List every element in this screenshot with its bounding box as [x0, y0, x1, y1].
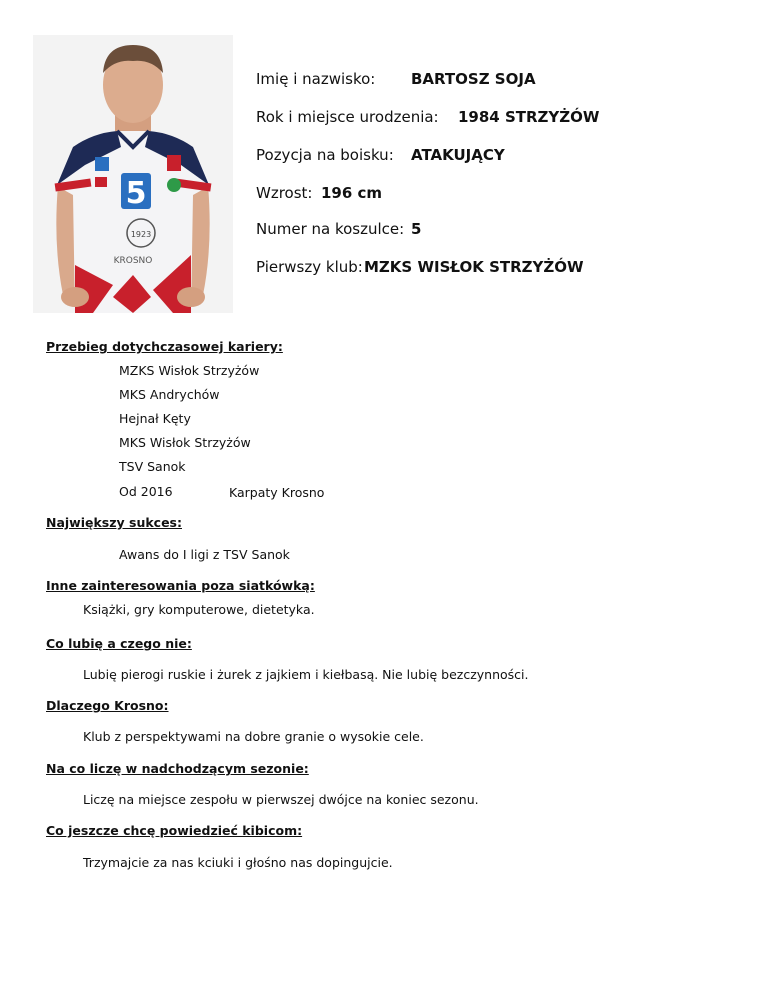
career-current-period: Od 2016	[119, 484, 173, 499]
success-text: Awans do I ligi z TSV Sanok	[119, 547, 290, 562]
career-current-club: Karpaty Krosno	[229, 485, 325, 500]
why-krosno-heading: Dlaczego Krosno:	[46, 698, 169, 713]
position-label: Pozycja na boisku:	[256, 146, 394, 164]
height-value: 196 cm	[321, 184, 383, 202]
height-label: Wzrost:	[256, 184, 313, 202]
position-value: ATAKUJĄCY	[411, 146, 505, 164]
player-photo	[33, 35, 233, 313]
likes-text: Lubię pierogi ruskie i żurek z jajkiem i kiełbasą. Nie lubię bezczynności.	[83, 667, 529, 682]
birth-label: Rok i miejsce urodzenia:	[256, 108, 439, 126]
number-label: Numer na koszulce:	[256, 220, 405, 238]
career-heading: Przebieg dotychczasowej kariery:	[46, 339, 283, 354]
number-value: 5	[411, 220, 422, 238]
birth-value: 1984 STRZYŻÓW	[458, 108, 600, 126]
why-krosno-text: Klub z perspektywami na dobre granie o wysokie cele.	[83, 729, 424, 744]
jersey-year: 1923	[130, 230, 152, 239]
likes-heading: Co lubię a czego nie:	[46, 636, 192, 651]
interests-text: Książki, gry komputerowe, dietetyka.	[83, 602, 315, 617]
club-label: Pierwszy klub:	[256, 258, 363, 276]
career-club: Hejnał Kęty	[119, 411, 191, 426]
fans-text: Trzymajcie za nas kciuki i głośno nas dopingujcie.	[83, 855, 393, 870]
season-heading: Na co liczę w nadchodzącym sezonie:	[46, 761, 309, 776]
name-value: BARTOSZ SOJA	[411, 70, 536, 88]
career-club: MKS Andrychów	[119, 387, 220, 402]
career-club: MKS Wisłok Strzyżów	[119, 435, 251, 450]
career-club: TSV Sanok	[119, 459, 186, 474]
fans-heading: Co jeszcze chcę powiedzieć kibicom:	[46, 823, 303, 838]
success-heading: Największy sukces:	[46, 515, 182, 530]
season-text: Liczę na miejsce zespołu w pierwszej dwójce na koniec sezonu.	[83, 792, 479, 807]
club-value: MZKS WISŁOK STRZYŻÓW	[364, 258, 584, 276]
career-club: MZKS Wisłok Strzyżów	[119, 363, 260, 378]
interests-heading: Inne zainteresowania poza siatkówką:	[46, 578, 315, 593]
name-label: Imię i nazwisko:	[256, 70, 376, 88]
jersey-number: 5	[125, 176, 147, 211]
jersey-city: KROSNO	[113, 256, 153, 266]
